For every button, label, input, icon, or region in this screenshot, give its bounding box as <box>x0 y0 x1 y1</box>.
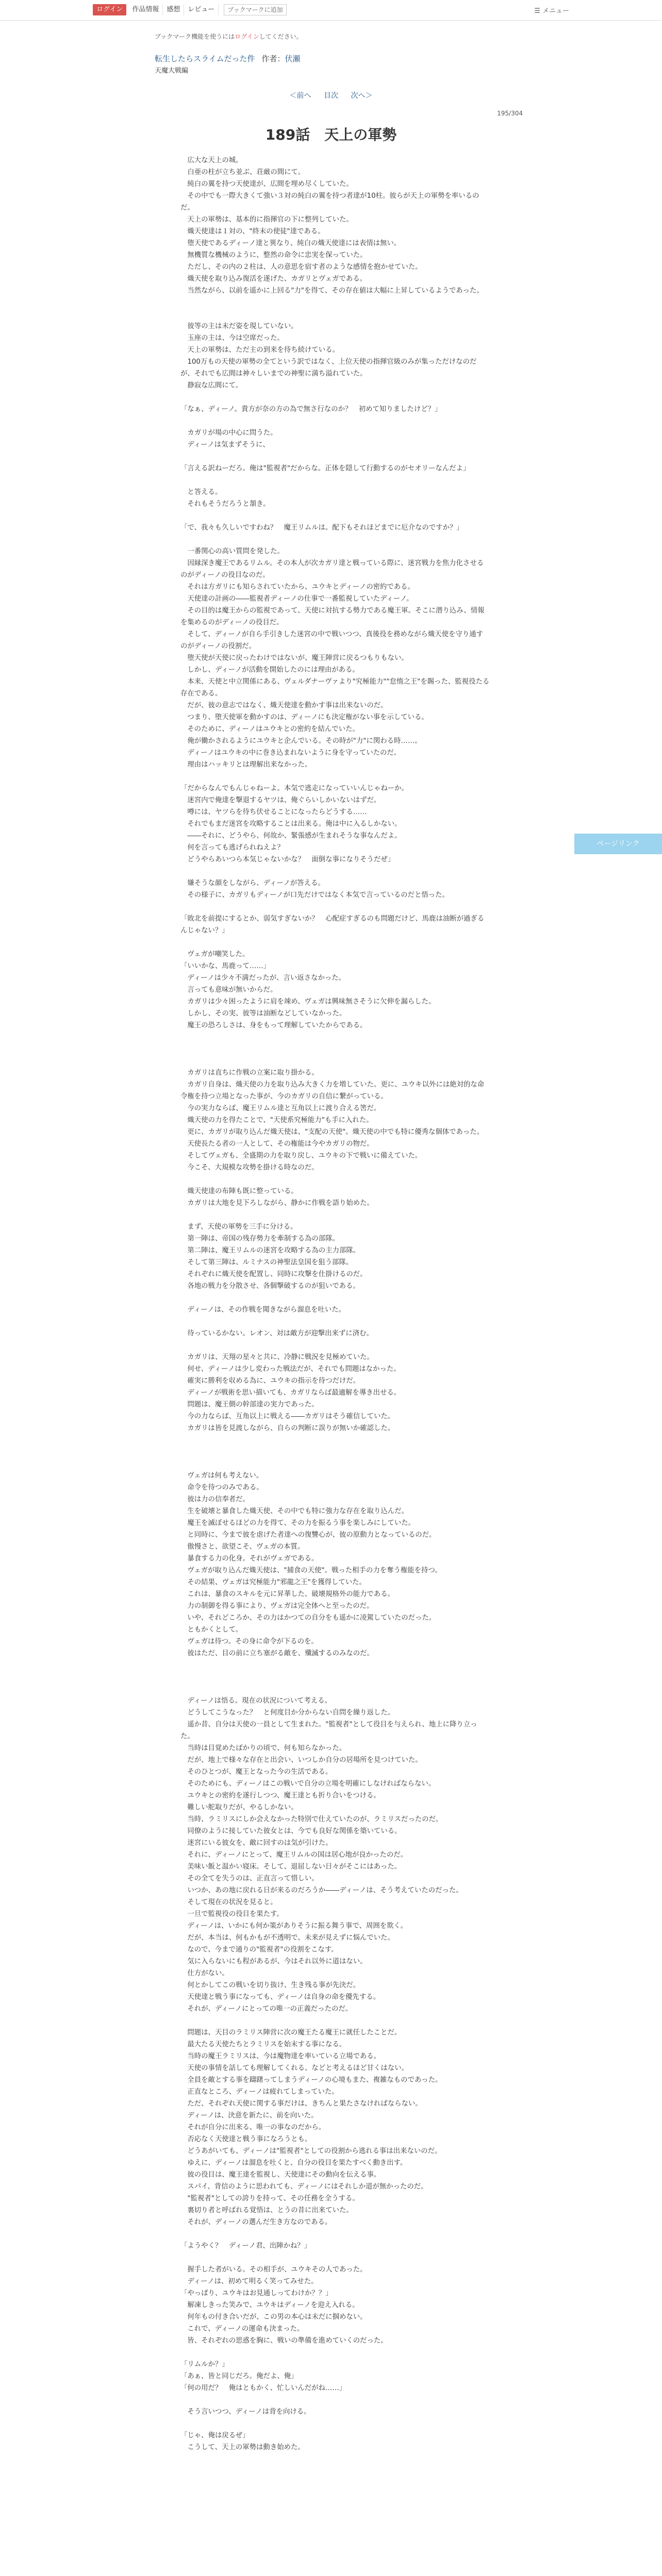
body-paragraph <box>180 297 490 309</box>
body-paragraph: ともかくとして。 <box>180 1626 243 1634</box>
login-button[interactable]: ログイン <box>93 4 126 15</box>
body-paragraph: 今こそ、大規模な攻勢を掛ける時なのだ。 <box>180 1164 319 1172</box>
body-paragraph: ただ、それぞれ天使に関する事だけは、きちんと果たさなければならない。 <box>180 2100 422 2108</box>
body-paragraph <box>180 2015 490 2027</box>
body-paragraph: 正直なところ、ディーノは疲れてしまっていた。 <box>180 2088 339 2096</box>
body-paragraph: 堕天使であるディーノ達と異なり、純白の熾天使達には表情は無い。 <box>180 240 401 247</box>
body-paragraph: 解凍しきった笑みで、ユウキはディーノを迎え入れる。 <box>180 2301 359 2309</box>
novel-header <box>155 32 510 75</box>
body-paragraph: ディーノは悟る。現在の状況について考える。 <box>180 1697 332 1705</box>
body-paragraph: その目的は魔王からの監視であって、天使に対抗する勢力である魔王軍。そこに潜り込み、情報を集めるのがディーノの役目だ。 <box>180 607 485 626</box>
body-paragraph: それぞれに熾天使を配置し、同時に攻撃を仕掛けるのだ。 <box>180 1270 367 1278</box>
body-paragraph: 彼等の主は未だ姿を現していない。 <box>180 323 298 330</box>
body-paragraph: どうあがいても、ディーノは"監視者"としての役割から逃れる事は出来ないのだ。 <box>180 2147 442 2155</box>
pager-top <box>0 90 662 100</box>
body-paragraph: 問題は、天目のラミリス陣営に次の魔王たる魔王に就任したことだ。 <box>180 2029 402 2037</box>
body-paragraph: こうして、天上の軍勢は動き始めた。 <box>180 2444 305 2451</box>
body-paragraph <box>180 1055 490 1067</box>
body-paragraph: 彼はただ、目の前に立ち塞がる敵を、殲滅するのみなのだ。 <box>180 1650 374 1657</box>
body-paragraph: 天使の事情を話しても理解してくれる、などと考えるほど甘くはない。 <box>180 2064 408 2072</box>
body-paragraph: ディーノは気まずそうに、 <box>180 441 270 449</box>
body-paragraph: ディーノは、その作戦を聞きながら溜息を吐いた。 <box>180 1306 346 1314</box>
body-paragraph: ディーノは、初めて明るく笑ってみせた。 <box>180 2278 318 2285</box>
body-paragraph: 迷宮にいる彼女を、敵に回すのは気が引けた。 <box>180 1839 333 1847</box>
body-paragraph: ヴェガが嘲笑した。 <box>180 951 250 958</box>
top-menu <box>93 4 287 15</box>
body-paragraph <box>180 1316 490 1328</box>
body-paragraph: 待っているかない。レオン、対は敵方が迎撃出来ずに済む。 <box>180 1330 373 1337</box>
body-paragraph: 「言える訳ねーだろ。俺は"監視者"だからな。正体を隠して行動するのがセオリーなんだよ」 <box>180 465 470 472</box>
body-paragraph <box>180 309 490 320</box>
body-paragraph: ヴェガが取り込んだ熾天使は、"捕食の天使"。戦った相手の力を奪う権能を持つ。 <box>180 1567 442 1574</box>
menu-icon: ☰ <box>534 7 540 15</box>
notice-login-link[interactable]: ログイン <box>235 33 259 40</box>
body-paragraph <box>180 1671 490 1683</box>
body-paragraph: 「で、我々も久しいですわね？ 魔王リムルは。配下もそれほどまでに厄介なのですか？」 <box>180 524 464 532</box>
series-line <box>155 54 510 64</box>
body-paragraph: 「やっぱり、ユウキはお見通しってわけか？？」 <box>180 2290 333 2297</box>
notice-text-pre: ブックマーク機能を使うには <box>155 33 235 40</box>
body-paragraph: だが、地上で様々な存在と出会い、いつしか自分の居場所を見つけていた。 <box>180 1756 422 1764</box>
body-paragraph: 天上の軍勢は、ただ主の到来を待ち続けている。 <box>180 346 339 354</box>
body-paragraph: 何年もの付き合いだが、この男の本心は未だに掴めない。 <box>180 2313 367 2321</box>
body-paragraph: 更に、カガリが取り込んだ熾天使は、"支配の天使"。熾天使の中でも特に優秀な個体であった。 <box>180 1128 484 1136</box>
body-paragraph: 天使達と戦う事になっても、ディーノは自身の命を優先する。 <box>180 1993 380 2001</box>
body-paragraph: いつか、あの地に戻れる日が来るのだろうか――ディーノは、そう考えていたのだった。 <box>180 1887 463 1894</box>
body-paragraph: カガリ自身は、熾天使の力を取り込み大きく力を増していた。更に、ユウキ以外には絶対的な命令権を持つ立場となった事が、今のカガリの自信に繋がっている。 <box>180 1081 485 1100</box>
body-paragraph: 熾天使達は１対の、"終末の使徒"達である。 <box>180 228 325 235</box>
body-paragraph <box>180 1446 490 1458</box>
body-paragraph <box>180 1659 490 1671</box>
body-paragraph: カガリは直ちに作戦の立案に取り掛かる。 <box>180 1069 319 1077</box>
body-paragraph: 100万もの天使の軍勢の全てという訳ではなく、上位天使の指揮官級のみが集っただけなのだが、それでも広間は神々しいまでの神聖に満ち溢れていた。 <box>180 358 477 378</box>
series-title-link[interactable]: 転生したらスライムだった件 <box>155 54 255 63</box>
body-paragraph: そして現在の状況を見ると。 <box>180 1899 277 1906</box>
body-paragraph: 気に入らないにも程があるが、今はそれ以外に道はない。 <box>180 1958 367 1965</box>
body-paragraph: その様子に、カガリもディーノが口先だけではなく本気で言っているのだと悟った。 <box>180 891 449 899</box>
body-paragraph: "監視者"としての誇りを持って、その任務を全うする。 <box>180 2195 359 2202</box>
body-paragraph: だが、彼の意志ではなく、熾天使達を動かす事は出来ないのだ。 <box>180 702 388 709</box>
body-paragraph: 本来、天使と中立関係にある、ヴェルダナーヴァより"究極能力""怠惰之王"を賜った、監視役たる存在である。 <box>180 678 490 698</box>
body-paragraph: 一番関心の高い質問を発した。 <box>180 548 284 555</box>
body-paragraph: カガリが場の中心に問うた。 <box>180 429 277 437</box>
body-paragraph: その結果、ヴェガは究極能力"邪龍之王"を獲得していた。 <box>180 1579 366 1586</box>
body-paragraph: と答える。 <box>180 488 222 496</box>
body-paragraph <box>180 2228 490 2240</box>
body-paragraph: と同時に、今まで彼を虐げた者達への復讐心が、彼の原動力となっているのだ。 <box>180 1531 436 1539</box>
body-paragraph: だが、本当は、何もかもが不透明で、未来が見えずに悩んでいた。 <box>180 1934 394 1942</box>
body-paragraph <box>180 937 490 948</box>
body-paragraph: それが自分に出来る、唯一の事なのだから。 <box>180 2124 326 2131</box>
body-paragraph: その中でも一際大きくて強い３対の純白の翼を持つ者達が10柱。彼らが天上の軍勢を率いるのだ。 <box>180 192 479 212</box>
body-paragraph: ディーノが戦術を思い描いても、カガリならば最適解を導き出せる。 <box>180 1389 401 1397</box>
body-paragraph: 握手した者がいる。その相手が、ユウキその人であった。 <box>180 2266 367 2274</box>
bookmark-notice <box>155 32 510 41</box>
body-paragraph: 「敗北を前提にするとか、弱気すぎないか？ 心配症すぎるのも問題だけど、馬鹿は油断が過ぎるんじゃない？」 <box>180 915 485 935</box>
top-bar <box>0 0 662 21</box>
body-paragraph: しかし、その実、彼等は油断などしていなかった。 <box>180 1010 346 1018</box>
body-paragraph: そして、ディーノが自ら手引きした迷宮の中で戦いつつ、真後役を務めながら熾天使を守り通すのがディーノの役割だ。 <box>180 631 484 650</box>
body-paragraph: ディーノは少々不満だったが、言い返さなかった。 <box>180 974 346 982</box>
body-paragraph: 仕方がない。 <box>180 1970 229 1977</box>
body-paragraph: そしてヴェガも、全盛期の力を取り戻し、ユウキの下で戦いに備えていた。 <box>180 1152 422 1160</box>
body-paragraph <box>180 1043 490 1055</box>
body-paragraph: ディーノは、決意を新たに、前を向いた。 <box>180 2112 318 2120</box>
body-paragraph: 問題は、魔王側の幹部達の実力であった。 <box>180 1401 319 1409</box>
body-paragraph: カガリは皆を見渡しながら、自らの判断に誤りが無いか確認した。 <box>180 1425 395 1432</box>
body-paragraph: 遥か昔、自分は天使の一員として生まれた。"監視者"として役目を与えられ、地上に降り立った。 <box>180 1721 477 1740</box>
body-paragraph: 「あぁ、皆と同じだろ。俺だよ、俺」 <box>180 2372 298 2380</box>
body-paragraph: 「リムルか？」 <box>180 2361 229 2368</box>
body-paragraph: それもそうだろうと頷き。 <box>180 500 270 508</box>
chapter-number: 195/304 <box>497 110 523 117</box>
body-paragraph: それが、ディーノにとっての唯一の正義だったのだ。 <box>180 2005 353 2013</box>
chapter-title: 189話 天上の軍勢 <box>265 126 397 143</box>
body-paragraph <box>180 866 490 877</box>
body-paragraph: 命令を待つのみである。 <box>180 1484 263 1492</box>
body-paragraph: そのひとつが、魔王となった今の生活である。 <box>180 1768 333 1776</box>
body-paragraph: どうやらあいつら本気じゃないかな？ 面倒な事になりそうだぜ」 <box>180 856 395 863</box>
notice-text-post: してください。 <box>259 33 303 40</box>
body-paragraph: ディーノは、いかにも何か策がありそうに振る舞う事で、周囲を欺く。 <box>180 1922 408 1930</box>
review-link[interactable]: レビュー <box>184 4 219 15</box>
body-paragraph: 無機質な機械のように、整然の命令に忠実を保っていた。 <box>180 251 367 259</box>
body-paragraph: 「なぁ、ディーノ。貴方が奈の方の為で無さ行なのか？ 初めて知りましたけど？」 <box>180 405 442 413</box>
body-paragraph: カガリは少々困ったように肩を竦め、ヴェガは興味無さそうに欠伸を漏らした。 <box>180 998 436 1006</box>
author-link[interactable]: 伏瀬 <box>285 54 301 63</box>
body-paragraph <box>180 510 490 522</box>
body-paragraph: 何せ、ディーノは少し変わった戦法だが、それでも問題はなかった。 <box>180 1365 401 1373</box>
body-paragraph <box>180 2252 490 2264</box>
thoughts-link[interactable]: 感想 <box>163 4 184 15</box>
body-paragraph: 熾天使達の布陣も既に整っている。 <box>180 1188 298 1195</box>
body-paragraph: 美味い飯と温かい寝床。そして、退屈しない日々がそこにはあった。 <box>180 1863 402 1871</box>
body-paragraph: 第一陣は、帝国の残存勢力を牽制する為の部隊。 <box>180 1235 339 1243</box>
body-paragraph <box>180 534 490 546</box>
body-paragraph: 熾天使を取り込み復活を遂げた、カガリとヴェガである。 <box>180 275 367 283</box>
prev-link[interactable]: ＜前へ <box>289 92 311 100</box>
body-paragraph: 迷宮内で俺達を撃退するヤツは、俺ぐらいしかいないはずだ。 <box>180 796 381 804</box>
body-paragraph <box>180 1458 490 1470</box>
body-paragraph: 同僚のように接していた彼女とは、今でも良好な関係を築いている。 <box>180 1827 402 1835</box>
body-paragraph: これは、暴食のスキルを元に昇華した、破壊規格外の能力である。 <box>180 1590 394 1598</box>
body-paragraph: 白亜の柱が立ち並ぶ、荘厳の間にて。 <box>180 168 305 176</box>
author-label: 作者： <box>261 54 285 63</box>
body-paragraph: その全てを失うのは、正直言って惜しい。 <box>180 1875 319 1883</box>
body-paragraph: 広大な天上の城。 <box>180 157 243 164</box>
body-paragraph: ――それに、どうやら、何故か、緊張感が生まれそうな事なんだよ。 <box>180 832 402 840</box>
body-paragraph: なので、今まで通りの"監視者"の役割をこなす。 <box>180 1946 338 1954</box>
body-paragraph: それが、ディーノの選んだ生き方なのである。 <box>180 2218 332 2226</box>
body-paragraph: 裏切り者と呼ばれる覚悟は、とうの昔に出来ていた。 <box>180 2207 353 2214</box>
section-title: 天魔大戦編 <box>155 67 189 75</box>
body-paragraph: 天使達の計画の――監視者ディーノの仕事で一番監視していたディーノ。 <box>180 595 413 603</box>
body-paragraph: 熾天使の力を得たことで、"天使系究極能力"も手に入れた。 <box>180 1116 373 1124</box>
novel-body <box>180 155 490 2453</box>
body-paragraph: 「ようやく？ ディーノ君、出陣かね？」 <box>180 2242 311 2250</box>
body-paragraph <box>180 1209 490 1221</box>
menu-button[interactable] <box>534 5 569 15</box>
body-paragraph: 「だからなんでもんじゃねーよ。本気で逃走になっていいんじゃねーか。 <box>180 785 408 792</box>
body-paragraph: 嫌そうな顔をしながら、ディーノが答える。 <box>180 879 325 887</box>
body-paragraph <box>180 415 490 427</box>
body-paragraph: 各地の戦力を分散させ、各個撃破するのが狙いである。 <box>180 1282 360 1290</box>
body-paragraph: ゆえに、ディーノは溜息を吐くと、自分の役目を果たすべく動き出す。 <box>180 2159 407 2167</box>
body-paragraph: それに、ディーノにとって、魔王リムルの国は居心地が良かったのだ。 <box>180 1851 408 1859</box>
body-paragraph: 力の制御を得る事により、ヴェガは完全体へと至ったのだ。 <box>180 1602 374 1610</box>
body-paragraph: 傲慢さと、欲望こそ、ヴェガの本質。 <box>180 1543 305 1551</box>
menu-label: メニュー <box>542 7 569 15</box>
body-paragraph <box>180 2347 490 2359</box>
body-paragraph <box>180 1031 490 1043</box>
body-paragraph: 否応なく天使達と戦う事になろうとも。 <box>180 2136 312 2143</box>
body-paragraph <box>180 771 490 783</box>
body-paragraph: 因縁深き魔王であるリムル。その本人が次カガリ達と戦っている際に、迷宮戦力を焦力化させるのがディーノの役目なのだ。 <box>180 560 484 579</box>
body-paragraph: 彼の役目は、魔王達を監視し、天使達にその動向を伝える事。 <box>180 2171 381 2179</box>
body-paragraph: つまり、堕天使軍を動かすのは、ディーノにも決定権がない事を示している。 <box>180 714 428 721</box>
next-link[interactable]: 次へ＞ <box>351 92 373 100</box>
body-paragraph: 皆、それぞれの思惑を胸に、戦いの準備を進めていくのだった。 <box>180 2337 388 2345</box>
body-paragraph: 暴食する力の化身。それがヴェガである。 <box>180 1555 319 1563</box>
body-paragraph: 「何の用だ？ 俺はともかく、忙しいんだがね……」 <box>180 2384 346 2392</box>
body-paragraph: 当時は目覚めたばかりの頃で、何も知らなかった。 <box>180 1744 346 1752</box>
body-paragraph: ヴェガは何も考えない。 <box>180 1472 263 1480</box>
body-paragraph: 天使長たる者の一人として、その権能は今やカガリの物だ。 <box>180 1140 374 1148</box>
body-paragraph: 確実に勝利を収める為に、ユウキの指示を待つだけだ。 <box>180 1377 360 1385</box>
body-paragraph: 何を言っても逃げられねえよ？ <box>180 844 284 852</box>
body-paragraph: そのために、ディーノはユウキとの密約を結んでいた。 <box>180 725 359 733</box>
body-paragraph: 天上の軍勢は、基本的に指揮官の下に整列していた。 <box>180 216 353 224</box>
body-paragraph: スパイ、背信のように思われても、ディーノにはそれしか道が無かったのだ。 <box>180 2183 428 2191</box>
body-paragraph: 生を破壊と暴食した熾天使、その中でも特に強力な存在を取り込んだ。 <box>180 1507 408 1515</box>
body-paragraph: 堕天使が天使に戻ったわけではないが、魔王陣営に戻るつもりもない。 <box>180 654 408 662</box>
body-paragraph: 何とかしてこの戦いを切り抜け、生き残る事が先決だ。 <box>180 1981 360 1989</box>
add-bookmark-button[interactable]: ブックマークに追加 <box>224 4 286 15</box>
page-link-button[interactable]: ページリンク <box>574 834 662 854</box>
body-paragraph: 魔王の恐ろしさは、身をもって理解していたからである。 <box>180 1022 367 1029</box>
body-paragraph: 当時、ラミリスにしか会えなかった特別で仕えていたのが、ラミリスだったのだ。 <box>180 1816 443 1823</box>
body-paragraph: これで、ディーノの運命も決まった。 <box>180 2325 304 2333</box>
body-paragraph: ディーノはユウキの中に巻き込まれないように身を守っていたのだ。 <box>180 749 401 757</box>
body-paragraph: そう言いつつ、ディーノは背を向ける。 <box>180 2408 311 2416</box>
body-paragraph <box>180 1683 490 1695</box>
body-paragraph <box>180 1174 490 1185</box>
body-paragraph: 第二陣は、魔王リムルの迷宮を攻略する為の主力部隊。 <box>180 1247 360 1255</box>
body-paragraph: 静寂な広間にて。 <box>180 382 243 389</box>
body-paragraph: 言っても意味が無いからだ。 <box>180 986 277 994</box>
body-paragraph: そして第三陣は、ルミナスの神聖法皇国を狙う部隊。 <box>180 1259 353 1266</box>
body-paragraph: そのためにも、ディーノはこの戦いで自分の立場を明確にしなければならない。 <box>180 1780 436 1788</box>
body-paragraph: ただし、その内の２柱は、人の意思を宿す者のような感情を抱かせていた。 <box>180 263 422 271</box>
body-paragraph: ヴェガは待つ。その身に命令が下るのを。 <box>180 1638 318 1646</box>
body-paragraph: 理由はハッキリとは理解出来なかった。 <box>180 761 312 769</box>
body-paragraph <box>180 901 490 913</box>
body-paragraph: 「いいかな、馬鹿って……」 <box>180 962 271 970</box>
body-paragraph: それでもまだ迷宮を攻略することは出来る。俺は中に入るしかない。 <box>180 820 402 828</box>
body-paragraph: 最大たる天使たちとラミリスを始末する事になる。 <box>180 2041 346 2048</box>
works-info-link[interactable]: 作品情報 <box>128 4 163 15</box>
body-paragraph <box>180 451 490 463</box>
body-paragraph <box>180 392 490 403</box>
body-paragraph <box>180 2418 490 2430</box>
body-paragraph: ユウキとの密約を遂行しつつ、魔王達とも折り合いをつける。 <box>180 1792 380 1800</box>
body-paragraph: 彼は力の信奉者だ。 <box>180 1496 250 1503</box>
body-paragraph: 俺が働かされるようにユウキと企んでいる。その時が"力"に関わる時……。 <box>180 737 422 745</box>
body-paragraph: 難しい舵取りだが、やるしかない。 <box>180 1804 298 1811</box>
body-paragraph: 「じゃ、俺は戻るぜ」 <box>180 2432 250 2439</box>
body-paragraph: 魔王を滅ぼせるほどの力を得て、その力を振るう事を楽しみにしていた。 <box>180 1519 416 1527</box>
body-paragraph: カガリは、天翔の星々と共に、冷静に戦況を見極めていた。 <box>180 1353 374 1361</box>
body-paragraph: 玉座の主は、今は空席だった。 <box>180 334 284 342</box>
body-paragraph: どうしてこうなった？ と何度目か分からない自問を繰り返した。 <box>180 1709 395 1717</box>
body-paragraph: 今の力ならば、互角以上に戦える――カガリはそう確信していた。 <box>180 1413 395 1420</box>
body-paragraph: 全員を敵とする事を躊躇ってしまうディーノの心境もまた、複雑なものであった。 <box>180 2076 442 2084</box>
body-paragraph <box>180 1292 490 1304</box>
body-paragraph: 当時の魔王ラミリスは、今は魔物達を率いている立場である。 <box>180 2053 381 2060</box>
body-paragraph: いや、それどころか、その力はかつての自分をも遥かに凌駕していたのだった。 <box>180 1614 436 1622</box>
body-paragraph: それは方ガリにも知らされていたから、ユウキとディーノの密約である。 <box>180 583 415 591</box>
body-paragraph <box>180 1340 490 1351</box>
body-paragraph: しかし、ディーノが活動を開始したのには理由がある。 <box>180 666 359 674</box>
body-paragraph: 噂には、ヤツらを待ち伏せることになったらどうする…… <box>180 808 367 816</box>
body-paragraph: 一旦で監視役の役目を果たす。 <box>180 1910 284 1918</box>
body-paragraph: カガリは大地を見下ろしながら、静かに作戦を語り始めた。 <box>180 1199 374 1207</box>
body-paragraph: 今の実力ならば、魔王リムル達と互角以上に渡り合える筈だ。 <box>180 1105 381 1112</box>
body-paragraph: 純白の翼を持つ天使達が、広間を埋め尽くしていた。 <box>180 180 353 188</box>
body-paragraph: 当然ながら、以前を遥かに上回る"力"を得て、その存在値は大幅に上昇しているようであった。 <box>180 287 484 295</box>
toc-link[interactable]: 目次 <box>324 92 338 100</box>
body-paragraph <box>180 1434 490 1446</box>
body-paragraph: まず、天使の軍勢を三手に分ける。 <box>180 1223 297 1231</box>
body-paragraph <box>180 474 490 486</box>
body-paragraph <box>180 2394 490 2406</box>
